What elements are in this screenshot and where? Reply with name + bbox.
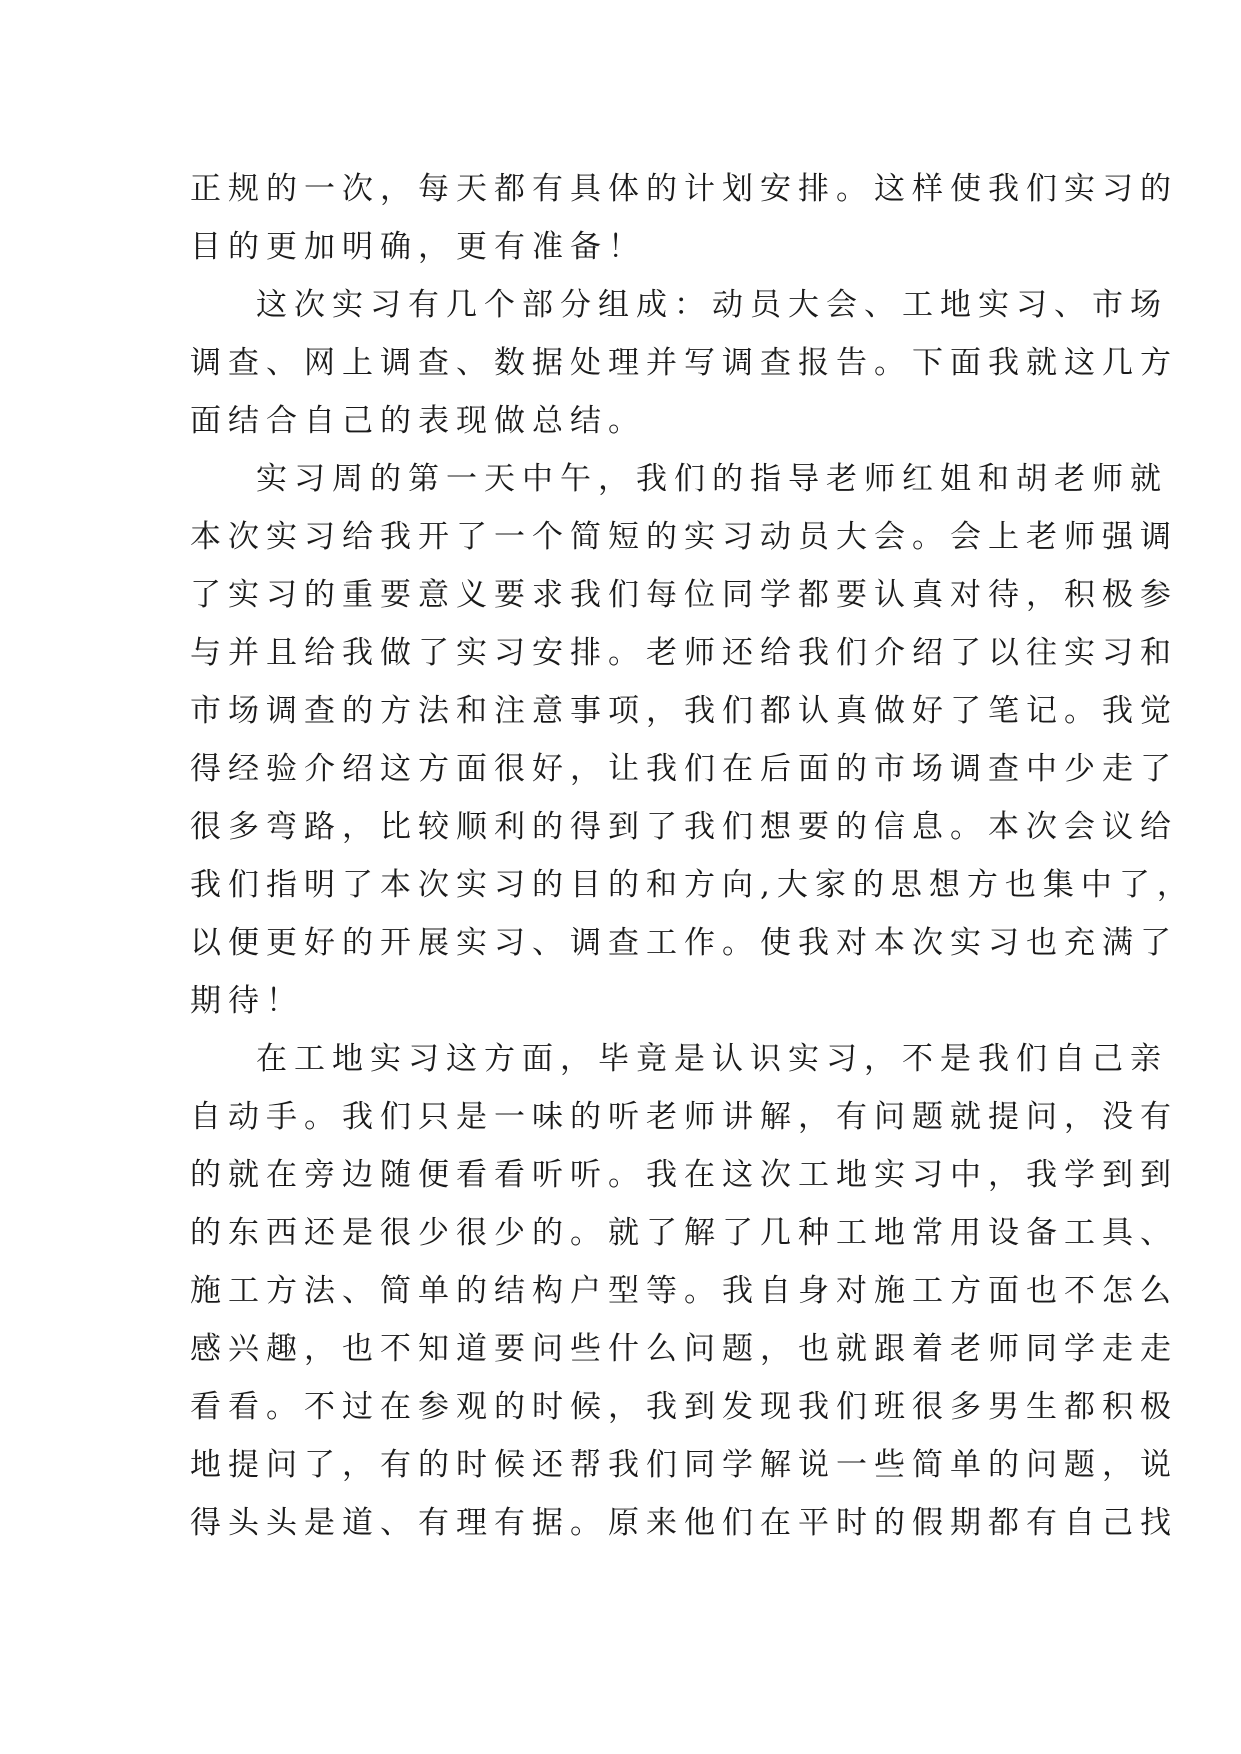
text-line: 得经验介绍这方面很好，让我们在后面的市场调查中少走了: [190, 751, 1178, 787]
text-line: 了实习的重要意义要求我们每位同学都要认真对待，积极参: [190, 577, 1178, 613]
text-line: 市场调查的方法和注意事项，我们都认真做好了笔记。我觉: [190, 693, 1178, 729]
text-line: 施工方法、简单的结构户型等。我自身对施工方面也不怎么: [190, 1273, 1178, 1309]
text-line: 与并且给我做了实习安排。老师还给我们介绍了以往实习和: [190, 635, 1178, 671]
text-line: 得头头是道、有理有据。原来他们在平时的假期都有自己找: [190, 1505, 1178, 1541]
text-line: 的就在旁边随便看看听听。我在这次工地实习中，我学到到: [190, 1157, 1178, 1193]
text-line: 看看。不过在参观的时候，我到发现我们班很多男生都积极: [190, 1389, 1178, 1425]
text-line: 很多弯路，比较顺利的得到了我们想要的信息。本次会议给: [190, 809, 1178, 845]
text-line: 期待！: [190, 983, 304, 1019]
text-line: 面结合自己的表现做总结。: [190, 403, 646, 439]
text-line: 的东西还是很少很少的。就了解了几种工地常用设备工具、: [190, 1215, 1178, 1251]
paragraph: [190, 160, 1178, 276]
text-line: 目的更加明确，更有准备！: [190, 229, 646, 265]
paragraph: [190, 276, 1178, 450]
text-line: 本次实习给我开了一个简短的实习动员大会。会上老师强调: [190, 519, 1178, 555]
paragraph: [190, 1030, 1178, 1552]
text-line: 正规的一次，每天都有具体的计划安排。这样使我们实习的: [190, 171, 1178, 207]
paragraph: [190, 450, 1195, 1030]
text-line: 感兴趣，也不知道要问些什么问题，也就跟着老师同学走走: [190, 1331, 1178, 1367]
text-line: 我们指明了本次实习的目的和方向,大家的思想方也集中了，: [190, 867, 1195, 903]
text-line: 地提问了，有的时候还帮我们同学解说一些简单的问题，说: [190, 1447, 1178, 1483]
text-line: 实习周的第一天中午，我们的指导老师红姐和胡老师就: [256, 461, 1168, 497]
text-line: 以便更好的开展实习、调查工作。使我对本次实习也充满了: [190, 925, 1178, 961]
text-line: 在工地实习这方面，毕竟是认识实习，不是我们自己亲: [256, 1041, 1168, 1077]
text-line: 这次实习有几个部分组成：动员大会、工地实习、市场: [256, 287, 1168, 323]
text-line: 调查、网上调查、数据处理并写调查报告。下面我就这几方: [190, 345, 1178, 381]
text-line: 自动手。我们只是一味的听老师讲解，有问题就提问，没有: [190, 1099, 1178, 1135]
